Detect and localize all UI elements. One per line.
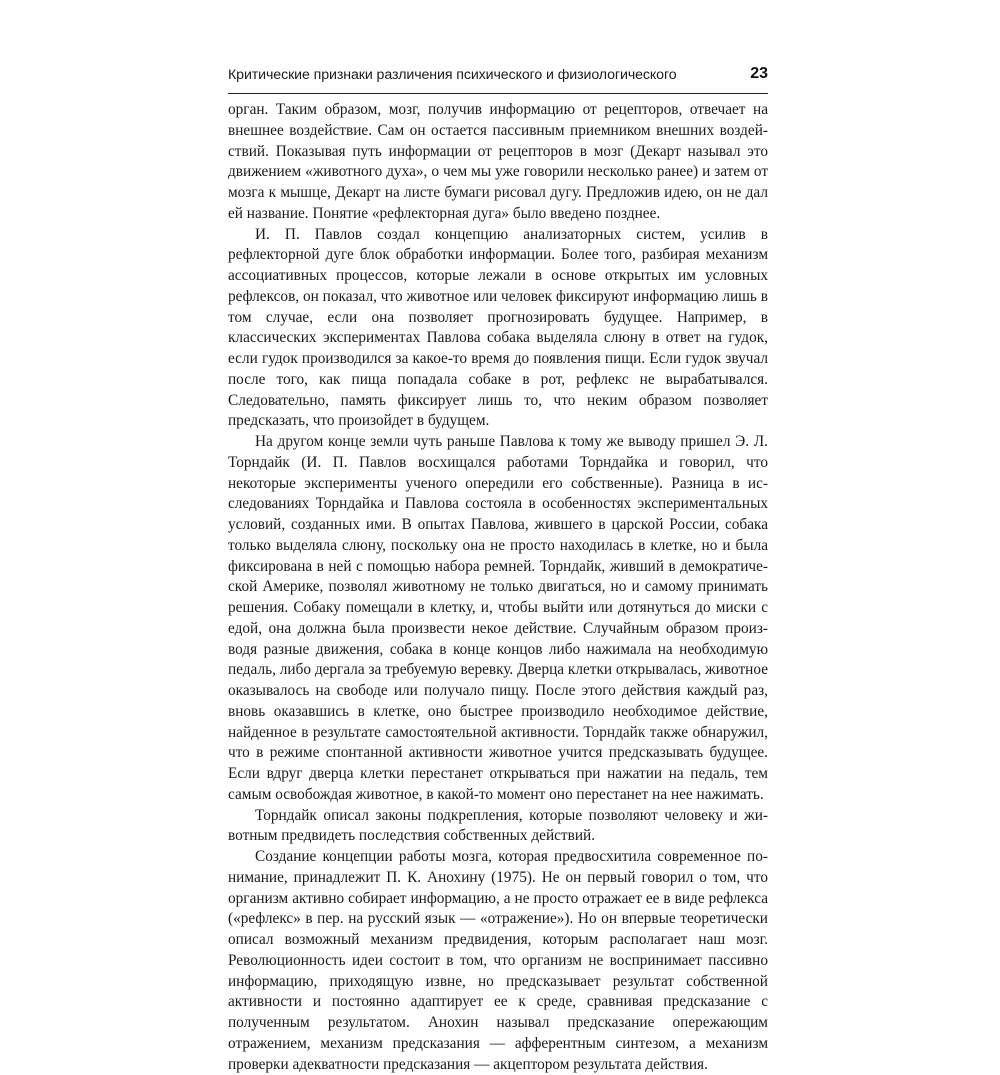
page-number: 23	[750, 65, 768, 82]
paragraph-reinforcement-laws: Торндайк описал законы подкрепления, которые позволяют человеку и животным предвидеть последствия собственных действий.	[228, 806, 768, 845]
body-text	[228, 100, 768, 1075]
paragraph-thorndike-experiments: На другом конце земли чуть раньше Павлова к тому же выводу пришел Э. Л. Торндайк (И. П. Павлов восхищался работами Торндайка и говорил, что некоторые эксперименты ученого опередили его собственные). Разница в исследованиях Торндайка и Павлова состояла в особенностях экспериментальных условий, созданных ими. В опытах Павлова, жившего в царской России, собака только выделяла слюну, поскольку она не просто находилась в клетке, но и была фиксирована в ней с помощью набора ремней. Торндайк, живший в демократической Америке, позволял животному не только двигаться, но и самому принимать решения. Собаку помещали в клетку, и, чтобы выйти или дотянуться до миски с едой, она должна была произвести некое действие. Случайным образом производя разные движения, собака в конце концов либо нажимала на необходимую педаль, либо дергала за требуемую веревку. Дверца клетки открывалась, животное оказывалось на свободе или получало пищу. После этого действия каждый раз, вновь оказавшись в клетке, оно быстрее производило необходимое действие, найденное в результате самостоятельной активности. Торндайк также обнаружил, что в режиме спонтанной активности животное учится предсказывать будущее. Если вдруг дверца клетки перестанет открываться при нажатии на педаль, тем самым освобождая животное, в какой-то момент оно перестанет на нее нажимать.	[228, 433, 768, 803]
running-head-title: Критические признаки различения психического и физиологического	[228, 67, 677, 83]
paragraph-anokhin: Создание концепции работы мозга, которая предвосхитила современное понимание, принадлежит П. К. Анохину (1975). Не он первый говорил о том, что организм активно собирает информацию, а не просто отражает ее в виде рефлекса («рефлекс» в пер. на русский язык — «отражение»). Но он впервые теоретически описал возможный механизм предвидения, которым располагает наш мозг. Революционность идеи состоит в том, что организм не воспринимает пассивно информацию, приходящую извне, но предсказывает результат собственной активности и постоянно адаптирует ее к среде, сравнивая предсказание с полученным результатом. Анохин называл предсказание опережающим отражением, механизм предсказания — афферентным синтезом, а механизм проверки адекватности предсказания — акцептором результата действия.	[228, 848, 768, 1073]
paragraph-pavlov: И. П. Павлов создал концепцию анализаторных систем, усилив в рефлекторной дуге блок обработки информации. Более того, разбирая механизм ассоциативных процессов, которые лежали в основе открытых им условных рефлексов, он показал, что животное или человек фиксируют информацию лишь в том случае, если она позволяет прогнозировать будущее. Например, в классических экспериментах Павлова собака выделяла слюну в ответ на гудок, если гудок производился за какое-то время до появления пищи. Если гудок звучал после того, как пища попадала собаке в рот, рефлекс не вырабатывался. Следовательно, память фиксирует лишь то, что неким образом позволяет предсказать, что произойдет в будущем.	[228, 225, 768, 430]
running-head	[228, 67, 768, 91]
paragraph-continuation: орган. Таким образом, мозг, получив информацию от рецепторов, отвечает на внешнее воздействие. Сам он остается пассивным приемником внешних воздействий. Показывая путь информации от рецепторов в мозг (Декарт называл это движением «животного духа», о чем мы уже говорили несколько ранее) и затем от мозга к мышце, Декарт на листе бумаги рисовал дугу. Предложив идею, он не дал ей название. Понятие «рефлекторная дуга» было введено позднее.	[228, 101, 768, 222]
header-divider	[228, 93, 768, 94]
